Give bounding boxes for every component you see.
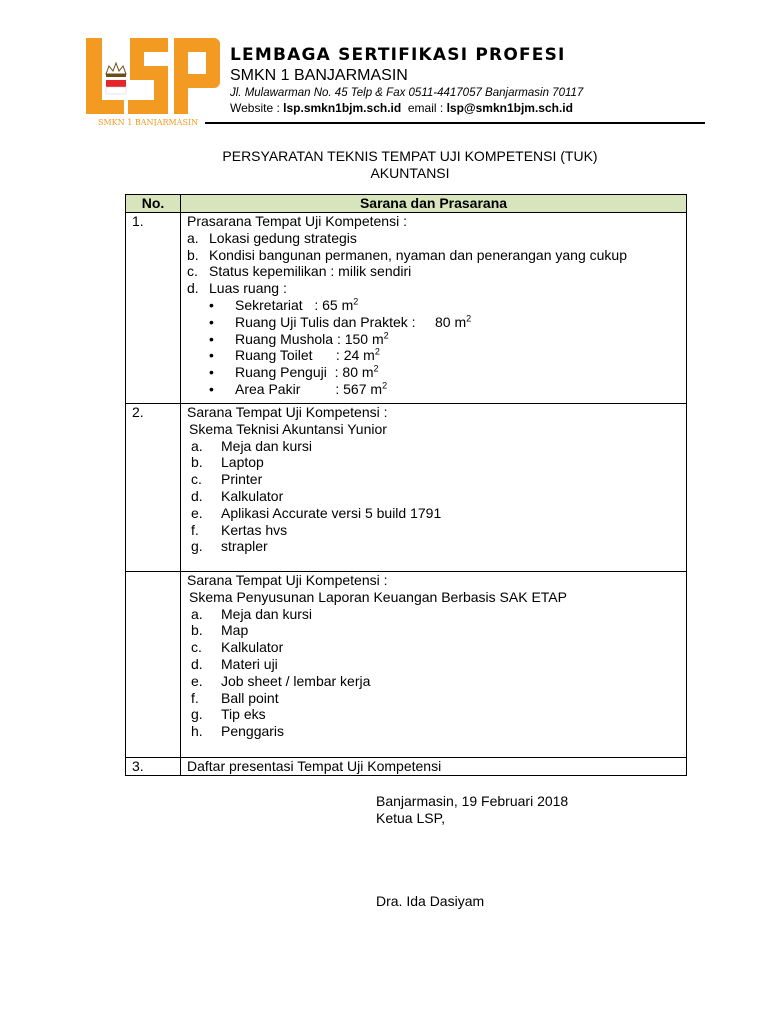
list-item: b. Map: [191, 622, 249, 639]
row-heading: Sarana Tempat Uji Kompetensi :: [187, 572, 388, 588]
bullet-icon: •: [209, 313, 214, 330]
list-item: h. Penggaris: [191, 723, 285, 740]
header-sarana: Sarana dan Prasarana: [181, 195, 687, 213]
table-row: [126, 572, 687, 758]
row-number: 1.: [126, 213, 181, 404]
signer-role: Ketua LSP,: [376, 810, 446, 826]
school-name: SMKN 1 BANJARMASIN: [230, 67, 408, 84]
email-link[interactable]: lsp@smkn1bjm.sch.id: [446, 101, 573, 115]
row-heading: Prasarana Tempat Uji Kompetensi :: [187, 213, 407, 229]
list-item: a. Lokasi gedung strategis: [187, 229, 357, 246]
scheme-name: Skema Penyusunan Laporan Keuangan Berbasis SAK ETAP: [189, 588, 567, 605]
list-item: e. Job sheet / lembar kerja: [191, 672, 371, 689]
flag-icon: [106, 80, 126, 94]
list-item: g. Tip eks: [191, 706, 266, 723]
table-header-row: [126, 195, 687, 213]
list-item: d. Materi uji: [191, 655, 278, 672]
list-item: f. Kertas hvs: [191, 521, 288, 538]
list-item: b. Laptop: [191, 454, 264, 471]
bullet-icon: •: [209, 330, 214, 347]
letterhead: [230, 44, 583, 116]
list-item: b. Kondisi bangunan permanen, nyaman dan penerangan yang cukup: [187, 246, 627, 263]
room-item: • Sekretariat : 65 $m^2$: [209, 296, 359, 313]
crown-icon: [106, 63, 126, 77]
document-title: PERSYARATAN TEKNIS TEMPAT UJI KOMPETENSI (TUK): [222, 148, 598, 164]
header-divider: [205, 122, 705, 124]
room-item: • Area Pakir : 567 $m^2$: [209, 380, 388, 397]
list-item: a. Meja dan kursi: [191, 437, 313, 454]
list-item: d. Luas ruang :: [187, 280, 287, 297]
website-label: Website :: [230, 101, 280, 115]
scheme-name: Skema Teknisi Akuntansi Yunior: [189, 420, 387, 437]
list-item: c. Printer: [191, 471, 263, 488]
list-item: a. Meja dan kursi: [191, 605, 313, 622]
list-item: g. strapler: [191, 538, 268, 555]
row-number: 3.: [126, 758, 181, 776]
list-item: c. Status kepemilikan : milik sendiri: [187, 263, 412, 280]
contact-line: [230, 100, 583, 116]
bullet-icon: •: [209, 364, 214, 381]
room-item: • Ruang Uji Tulis dan Praktek : 80 $m^2$: [209, 313, 472, 330]
website-link[interactable]: lsp.smkn1bjm.sch.id: [283, 101, 402, 115]
row-number: 2.: [126, 404, 181, 572]
row-content: [181, 213, 687, 404]
logo-caption: SMKN 1 BANJARMASIN: [98, 118, 199, 126]
room-item: • Ruang Mushola : 150 $m^2$: [209, 329, 389, 347]
bullet-icon: •: [209, 380, 214, 397]
row-heading: Sarana Tempat Uji Kompetensi :: [187, 404, 388, 420]
table-row: [126, 404, 687, 572]
list-item: d. Kalkulator: [191, 487, 284, 504]
table-row: [126, 758, 687, 776]
signer-name: Dra. Ida Dasiyam: [376, 893, 485, 909]
place-date: Banjarmasin, 19 Februari 2018: [376, 793, 569, 809]
table-row: [126, 213, 687, 404]
lsp-logo: [82, 34, 220, 126]
bullet-icon: •: [209, 296, 214, 313]
list-item: f. Ball point: [191, 689, 279, 706]
row-content: [181, 404, 687, 572]
bullet-icon: •: [209, 347, 214, 364]
institution-name: LEMBAGA SERTIFIKASI PROFESI: [230, 45, 566, 65]
row-number: [126, 572, 181, 758]
row-content: Daftar presentasi Tempat Uji Kompetensi: [181, 758, 687, 776]
list-item: c. Kalkulator: [191, 639, 284, 656]
header-no: No.: [126, 195, 181, 213]
list-item: e. Aplikasi Accurate versi 5 build 1791: [191, 504, 442, 521]
row-content: [181, 572, 687, 758]
room-item: • Ruang Penguji : 80 $m^2$: [209, 363, 379, 381]
document-subtitle: AKUNTANSI: [370, 165, 450, 181]
requirements-table: [125, 194, 687, 776]
email-label: email :: [407, 101, 444, 115]
room-item: • Ruang Toilet : 24 $m^2$: [209, 346, 380, 364]
address: Jl. Mulawarman No. 45 Telp & Fax 0511-4417057 Banjarmasin 70117: [230, 87, 584, 99]
